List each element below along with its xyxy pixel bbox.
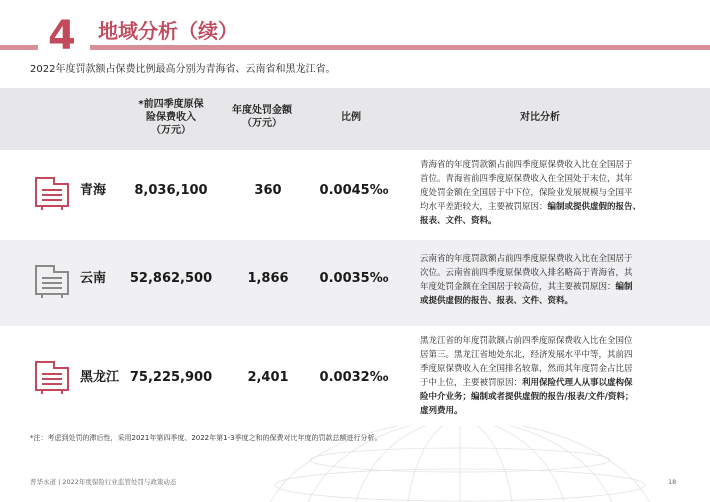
- footnote: *注：考虑到处罚的滞后性，采用2021年第四季度、2022年第1-3季度之和的保费对比年度的罚款总额进行分析。: [30, 434, 382, 442]
- page-title: 地域分析（续）: [98, 19, 238, 43]
- income-value: 52,862,500: [129, 271, 213, 286]
- document-icon: [32, 260, 72, 300]
- province-name: 黑龙江: [80, 370, 120, 385]
- column-header-income: *前四季度原保 险保费收入 （万元）: [138, 99, 204, 136]
- ratio-value: 0.0032‰: [319, 370, 389, 385]
- analysis-text: 青海省的年度罚款额占前四季度原保费收入比在全国居于 首位。青海省前四季度原保费收入在全国处于末位，其年 度处罚金额在全国居于中下位，保险业发展规模与全国平 均水平差距较大，主要被罚原因：编制或提供虚假的报告、 报表、文件、资料。: [420, 160, 642, 226]
- ratio-value: 0.0035‰: [319, 271, 389, 286]
- intro-text: 2022年度罚款额占保费比例最高分别为青海省、云南省和黑龙江省。: [30, 64, 336, 75]
- ratio-value: 0.0045‰: [319, 183, 389, 198]
- section-number: 4: [48, 13, 76, 59]
- table-row: [0, 240, 710, 326]
- document-icon: [32, 356, 72, 396]
- page-number: 18: [668, 478, 677, 486]
- fine-value: 2,401: [247, 370, 289, 385]
- table-row: [0, 150, 710, 240]
- column-header-ratio: 比例: [341, 112, 361, 123]
- province-name: 云南: [80, 271, 107, 286]
- header-accent-bar: [0, 45, 710, 50]
- income-value: 75,225,900: [129, 370, 213, 385]
- analysis-text: 黑龙江省的年度罚款额占前四季度原保费收入比在全国位 居第三。黑龙江省地处东北，经济发展水平中等，其前四 季度原保费收入在全国排名较靠，然而其年度罚金占比居 于中上位，主要被罚原因：利用保险代理人从事以虚构保 险中介业务；编制或者提供虚假的报告/报表/文件/资料； 虚列费用。: [420, 336, 634, 416]
- column-header-fine: 年度处罚金额 （万元）: [232, 105, 292, 129]
- column-header-analysis: 对比分析: [520, 112, 560, 123]
- analysis-text: 云南省的年度罚款额占前四季度原保费收入比在全国居于 次位。云南省前四季度原保费收入排名略高于青海省，其 年度处罚金额在全国居于较高位，其主要被罚原因：编制 或提供虚假的报告、报表、文件、资料。: [420, 254, 633, 306]
- province-name: 青海: [80, 183, 107, 198]
- fine-value: 1,866: [247, 271, 289, 286]
- income-value: 8,036,100: [134, 183, 208, 198]
- footer-text: 普华永道 | 2022年度保险行业监管处罚与政策动态: [30, 478, 177, 486]
- table-row: [0, 326, 710, 426]
- document-icon: [32, 172, 72, 212]
- fine-value: 360: [254, 183, 282, 198]
